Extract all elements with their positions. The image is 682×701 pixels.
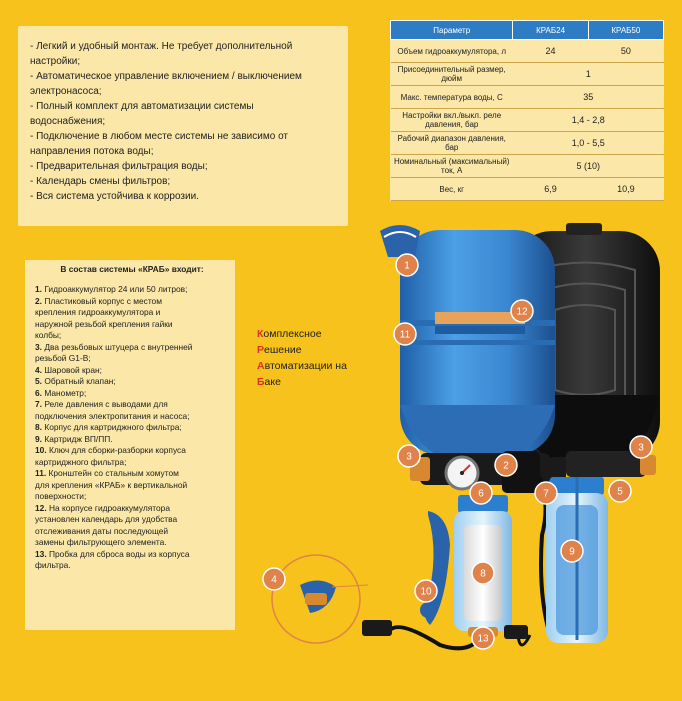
- value-cell: 1,4 - 2,8: [513, 109, 664, 132]
- value-cell: 5 (10): [513, 155, 664, 178]
- table-row: [391, 178, 664, 201]
- feature-line: - Вся система устойчива к коррозии.: [30, 191, 199, 202]
- composition-item-text: Манометр;: [44, 387, 87, 398]
- slogan-rest: аке: [264, 376, 281, 388]
- table-row: [391, 86, 664, 109]
- slogan-initial: Р: [257, 344, 265, 356]
- composition-item: [35, 284, 229, 295]
- composition-item-text: Реле давления с выводами для: [44, 399, 168, 409]
- composition-item: [35, 330, 229, 341]
- value-cell: 6,9: [513, 178, 588, 201]
- slogan-initial: Б: [257, 376, 265, 388]
- param-cell: Объем гидроаккумулятора, л: [391, 40, 513, 63]
- composition-item-text: Кронштейн со стальным хомутом: [48, 468, 179, 478]
- composition-item: [35, 445, 229, 456]
- badge-number: 13: [477, 633, 489, 645]
- composition-item-text: Ключ для сборки-разборки корпуса: [48, 445, 186, 455]
- badge-number: 2: [503, 460, 509, 472]
- composition-item: [35, 319, 229, 330]
- slogan-initial: А: [257, 360, 265, 372]
- badge-number: 5: [617, 486, 623, 498]
- callout-badge: [609, 480, 631, 502]
- composition-item-number: 10.: [35, 445, 47, 455]
- krab-slogan: [257, 326, 347, 390]
- badge-number: 7: [543, 488, 549, 500]
- composition-list: [35, 284, 229, 571]
- value-cell: 1: [513, 63, 664, 86]
- composition-item: [35, 468, 229, 479]
- composition-item: [35, 491, 229, 502]
- composition-item-text: Два резьбовых штуцера с внутренней: [44, 341, 193, 352]
- parameter-table: [390, 20, 664, 201]
- slogan-line: [257, 326, 347, 342]
- badge-number: 8: [480, 568, 486, 580]
- composition-item-text: Гидроаккумулятор 24 или 50 литров;: [44, 284, 188, 294]
- composition-item-number: 2.: [35, 295, 42, 306]
- callout-badge: [415, 580, 437, 602]
- composition-item-number: 5.: [35, 376, 42, 386]
- feature-line: - Автоматическое управление включением / выключением: [30, 71, 302, 82]
- composition-item-text: колбы;: [35, 330, 62, 340]
- param-cell: Номинальный (максимальный) ток, А: [391, 155, 513, 178]
- value-cell: 35: [513, 86, 664, 109]
- slogan-line: [257, 342, 347, 358]
- feature-line: - Подключение в любом месте системы не зависимо от: [30, 131, 288, 142]
- composition-item: [35, 549, 229, 560]
- param-cell: Вес, кг: [391, 178, 513, 201]
- composition-item: [35, 526, 229, 537]
- composition-item: [35, 296, 229, 307]
- composition-item-number: 3.: [35, 341, 42, 352]
- composition-item: [35, 560, 229, 571]
- composition-panel: [25, 260, 235, 630]
- table-row: [391, 132, 664, 155]
- header-param: Параметр: [391, 21, 513, 40]
- composition-item-text: установлен календарь для удобства: [35, 514, 178, 524]
- composition-item-number: 9.: [35, 433, 42, 444]
- composition-item-number: 6.: [35, 387, 42, 398]
- composition-item-text: Корпус для картриджного фильтра;: [44, 422, 182, 432]
- callout-badge: [398, 445, 420, 467]
- composition-item-text: Обратный клапан;: [44, 376, 116, 386]
- ball-valve-inset: [272, 555, 368, 643]
- composition-item-text: наружной резьбой крепления гайки: [35, 318, 173, 329]
- slogan-rest: омплексное: [263, 328, 322, 340]
- badge-number: 3: [638, 442, 644, 454]
- badge-number: 9: [569, 546, 575, 558]
- composition-title: В состав системы «КРАБ» входит:: [60, 264, 204, 274]
- composition-item: [35, 399, 229, 410]
- param-cell: Рабочий диапазон давления, бар: [391, 132, 513, 155]
- composition-item: [35, 342, 229, 353]
- composition-item-text: Пластиковый корпус с местом: [44, 295, 162, 306]
- feature-line: - Предварительная фильтрация воды;: [30, 161, 208, 172]
- composition-item-text: Картридж ВП/ПП.: [44, 433, 113, 444]
- composition-item-number: 13.: [35, 548, 47, 559]
- badge-number: 1: [404, 260, 410, 272]
- composition-item: [35, 365, 229, 376]
- value-cell: 1,0 - 5,5: [513, 132, 664, 155]
- param-cell: Макс. температура воды, С: [391, 86, 513, 109]
- table-header-row: [391, 21, 664, 40]
- composition-item-text: Пробка для сброса воды из корпуса: [48, 548, 190, 559]
- table-row: [391, 40, 664, 63]
- composition-item-text: картриджного фильтра;: [35, 456, 127, 467]
- feature-line: - Легкий и удобный монтаж. Не требует дополнительной: [30, 41, 293, 52]
- composition-item-text: Шаровой кран;: [44, 364, 102, 375]
- composition-item: [35, 503, 229, 514]
- feature-line: - Полный комплект для автоматизации системы: [30, 101, 254, 112]
- callout-badge: [394, 323, 416, 345]
- callout-badge: [561, 540, 583, 562]
- composition-item-text: поверхности;: [35, 491, 87, 501]
- table-row: [391, 63, 664, 86]
- composition-item-text: крепления гидроаккумулятора и: [35, 307, 161, 317]
- table-row: [391, 109, 664, 132]
- composition-item: [35, 457, 229, 468]
- badge-number: 4: [271, 574, 277, 586]
- composition-item-text: замены фильтрующего элемента.: [35, 537, 167, 547]
- badge-number: 10: [420, 586, 432, 598]
- composition-item-number: 4.: [35, 364, 42, 375]
- composition-item-text: резьбой G1-В;: [35, 353, 91, 363]
- feature-line: - Календарь смены фильтров;: [30, 176, 171, 187]
- callout-badge: [470, 482, 492, 504]
- param-cell: Настройки вкл./выкл. реле давления, бар: [391, 109, 513, 132]
- composition-item-number: 1.: [35, 284, 42, 294]
- value-cell: 24: [513, 40, 588, 63]
- composition-item-text: для крепления «КРАБ» к вертикальной: [35, 479, 188, 490]
- composition-item: [35, 376, 229, 387]
- features-panel: [18, 26, 348, 226]
- composition-item-text: отслеживания даты последующей: [35, 525, 169, 536]
- badge-number: 11: [399, 329, 411, 341]
- composition-item: [35, 353, 229, 364]
- feature-line: электронасоса;: [30, 86, 102, 97]
- value-cell: 10,9: [588, 178, 663, 201]
- feature-line: настройки;: [30, 56, 81, 67]
- pressure-gauge: [446, 457, 478, 489]
- header-krab50: КРАБ50: [588, 21, 663, 40]
- composition-item-text: На корпусе гидроаккумулятора: [48, 502, 170, 513]
- composition-item-number: 12.: [35, 502, 47, 513]
- value-cell: 50: [588, 40, 663, 63]
- composition-item-number: 7.: [35, 399, 42, 409]
- slogan-rest: втоматизации на: [264, 360, 347, 372]
- callout-badge: [472, 562, 494, 584]
- callout-badge: [472, 627, 494, 649]
- blue-tank-24l: [400, 230, 555, 463]
- relief-cap: [380, 225, 420, 257]
- composition-item: [35, 514, 229, 525]
- callout-badge: [535, 482, 557, 504]
- composition-item-number: 8.: [35, 422, 42, 432]
- callout-badge: [263, 568, 285, 590]
- slogan-line: [257, 358, 347, 374]
- badge-number: 3: [406, 451, 412, 463]
- composition-item: [35, 388, 229, 399]
- composition-item: [35, 537, 229, 548]
- composition-item: [35, 411, 229, 422]
- badge-number: 6: [478, 488, 484, 500]
- callout-badge: [495, 454, 517, 476]
- composition-item: [35, 307, 229, 318]
- composition-item: [35, 480, 229, 491]
- callout-badge: [396, 254, 418, 276]
- feature-line: водоснабжения;: [30, 116, 106, 127]
- feature-line: направления потока воды;: [30, 146, 154, 157]
- slogan-line: [257, 374, 347, 390]
- composition-item-text: подключения электропитания и насоса;: [35, 410, 190, 421]
- callout-badge: [630, 436, 652, 458]
- badge-number: 12: [516, 306, 528, 318]
- composition-item-number: 11.: [35, 468, 47, 478]
- table-row: [391, 155, 664, 178]
- header-krab24: КРАБ24: [513, 21, 588, 40]
- wrench-key: [420, 511, 450, 625]
- slogan-initial: К: [257, 328, 264, 340]
- composition-item: [35, 422, 229, 433]
- slogan-rest: ешение: [264, 344, 302, 356]
- product-illustration: [250, 215, 682, 701]
- composition-item-text: фильтра.: [35, 560, 71, 570]
- composition-item: [35, 434, 229, 445]
- callout-badge: [511, 300, 533, 322]
- param-cell: Присоединительный размер, дюйм: [391, 63, 513, 86]
